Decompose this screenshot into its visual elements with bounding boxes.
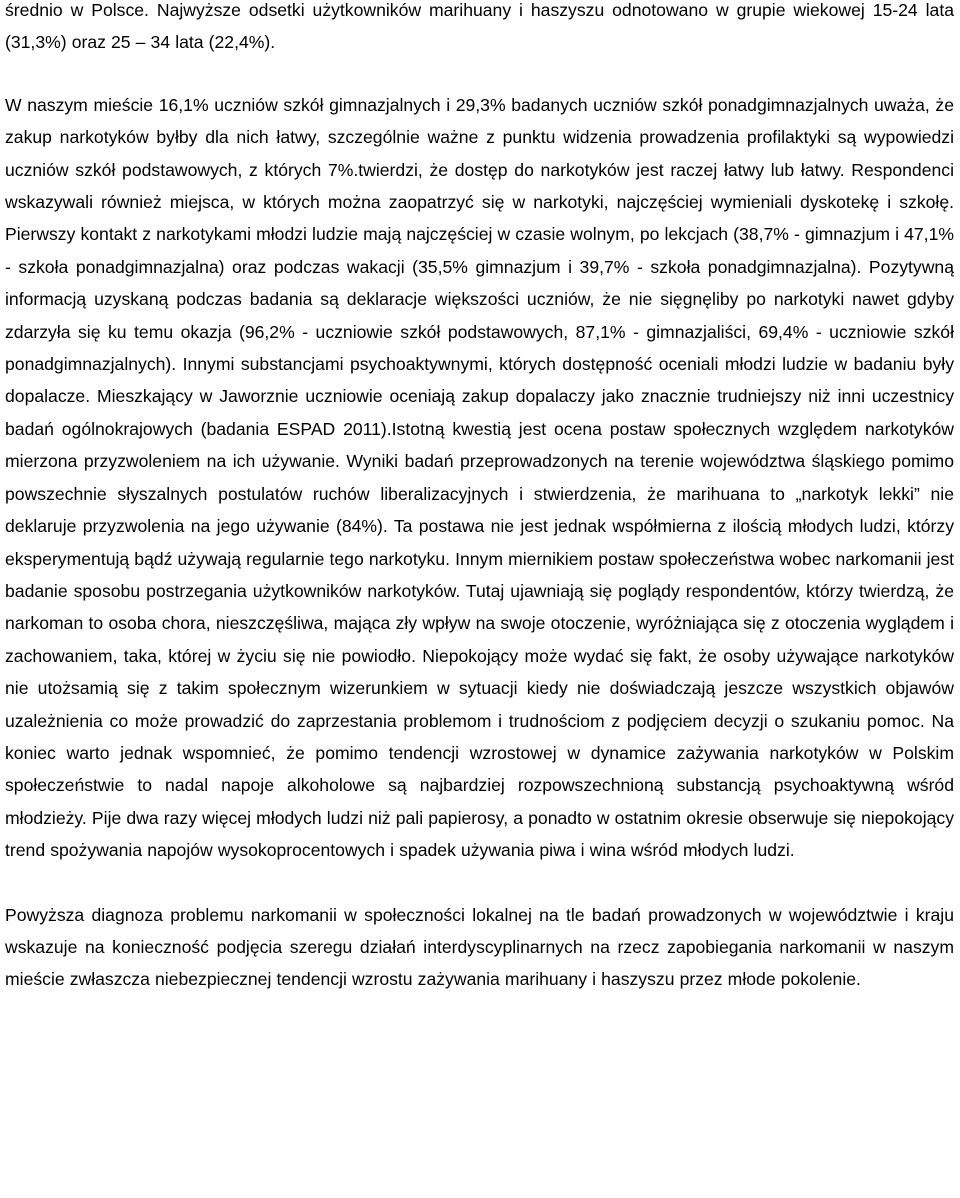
paragraph-diagnosis-conclusion: Powyższa diagnoza problemu narkomanii w społeczności lokalnej na tle badań prowadzonych w województwie i kraju wskazuje na konieczność podjęcia szeregu działań interdyscyplinarnych na rzecz zapobiegania narkomanii w naszym mieście zwłaszcza niebezpiecznej tendencji wzrostu zażywania marihuany i haszyszu przez młode pokolenie.: [5, 904, 954, 990]
paragraph-continued: średnio w Polsce. Najwyższe odsetki użytkowników marihuany i haszyszu odnotowano w grupie wiekowej 15-24 lata (31,3%) oraz 25 – 34 lata (22,4%).: [5, 0, 954, 53]
paragraph-survey-findings: W naszym mieście 16,1% uczniów szkół gimnazjalnych i 29,3% badanych uczniów szkół ponadgimnazjalnych uważa, że zakup narkotyków byłby dla nich łatwy, szczególnie ważne z punktu widzenia prowadzenia profilaktyki są wypowiedzi uczniów szkół podstawowych, z których 7%.twierdzi, że dostęp do narkotyków jest raczej łatwy lub łatwy. Respondenci wskazywali również miejsca, w których można zaopatrzyć się w narkotyki, najczęściej wymieniali dyskotekę i szkołę. Pierwszy kontakt z narkotykami młodzi ludzie mają najczęściej w czasie wolnym, po lekcjach (38,7% - gimnazjum i 47,1% - szkoła ponadgimnazjalna) oraz podczas wakacji (35,5% gimnazjum i 39,7% - szkoła ponadgimnazjalna). Pozytywną informacją uzyskaną podczas badania są deklaracje większości uczniów, że nie sięgnęliby po narkotyki nawet gdyby zdarzyła się ku temu okazja (96,2% - uczniowie szkół podstawowych, 87,1% - gimnazjaliści, 69,4% - uczniowie szkół ponadgimnazjalnych). Innymi substancjami psychoaktywnymi, których dostępność oceniali młodzi ludzie w badaniu były dopalacze. Mieszkający w Jaworznie uczniowie oceniają zakup dopalaczy jako znacznie trudniejszy niż inni uczestnicy badań ogólnokrajowych (badania ESPAD 2011).Istotną kwestią jest ocena postaw społecznych względem narkotyków mierzona przyzwoleniem na ich używanie. Wyniki badań przeprowadzonych na terenie województwa śląskiego pomimo powszechnie słyszalnych postulatów ruchów liberalizacyjnych i stwierdzenia, że marihuana to „narkotyk lekki” nie deklaruje przyzwolenia na jego używanie (84%). Ta postawa nie jest jednak współmierna z ilością młodych ludzi, którzy eksperymentują bądź używają regularnie tego narkotyku. Innym miernikiem postaw społeczeństwa wobec narkomanii jest badanie sposobu postrzegania użytkowników narkotyków. Tutaj ujawniają się poglądy respondentów, którzy twierdzą, że narkoman to osoba chora, nieszczęśliwa, mająca zły wpływ na swoje otoczenie, wyróżniająca się z otoczenia wyglądem i zachowaniem, taka, której w życiu się nie powiodło. Niepokojący może wydać się fakt, że osoby używające narkotyków nie utożsamią się z takim społecznym wizerunkiem w sytuacji kiedy nie doświadczają jeszcze wszystkich objawów uzależnienia co może prowadzić do zaprzestania problemom i trudnościom z podjęciem decyzji o szukaniu pomoc. Na koniec warto jednak wspomnieć, że pomimo tendencji wzrostowej w dynamice zażywania narkotyków w Polskim społeczeństwie to nadal napoje alkoholowe są najbardziej rozpowszechnioną substancją psychoaktywną wśród młodzieży. Pije dwa razy więcej młodych ludzi niż pali papierosy, a ponadto w ostatnim okresie obserwuje się niepokojący trend spożywania napojów wysokoprocentowych i spadek używania piwa i wina wśród młodych ludzi.: [5, 94, 955, 861]
